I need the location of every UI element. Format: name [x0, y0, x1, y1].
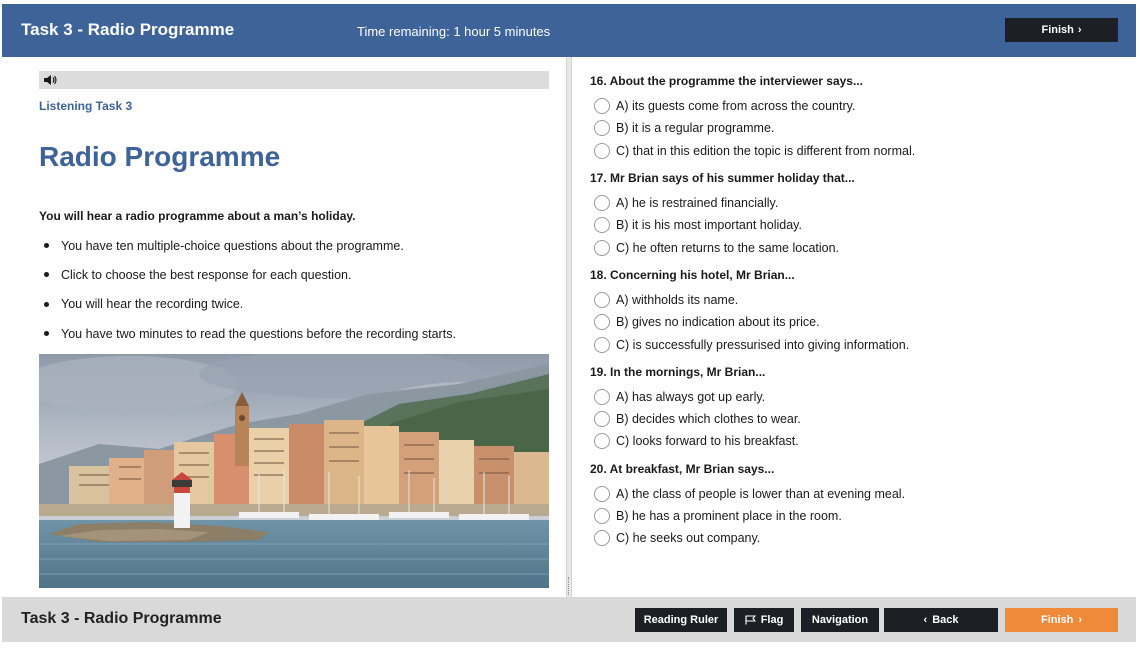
radio-button[interactable]: [594, 411, 610, 427]
question-title: 19. In the mornings, Mr Brian...: [590, 364, 766, 379]
footer-finish-label: Finish: [1040, 614, 1074, 626]
instructions-list: [39, 231, 456, 348]
question-title: 20. At breakfast, Mr Brian says...: [590, 461, 775, 476]
answer-option[interactable]: [590, 95, 1120, 117]
radio-button[interactable]: [594, 433, 610, 449]
page-title: Radio Programme: [39, 141, 281, 172]
radio-button[interactable]: [594, 240, 610, 256]
question-18: [590, 265, 1120, 356]
answer-option[interactable]: [590, 505, 1120, 527]
instruction-text: You will hear the recording twice.: [61, 297, 244, 312]
bullet-icon: [44, 272, 49, 277]
option-label: B) he has a prominent place in the room.: [616, 509, 842, 523]
instruction-text: You have ten multiple-choice questions about the programme.: [61, 238, 404, 253]
radio-button[interactable]: [594, 486, 610, 502]
flag-button[interactable]: [734, 608, 794, 632]
resize-grip-icon[interactable]: [568, 577, 570, 595]
answer-option[interactable]: [590, 408, 1120, 430]
answer-option[interactable]: [590, 333, 1120, 355]
right-pane[interactable]: [572, 57, 1136, 597]
radio-button[interactable]: [594, 217, 610, 233]
instruction-item: [39, 260, 456, 289]
option-label: B) gives no indication about its price.: [616, 315, 820, 330]
instruction-item: [39, 290, 456, 319]
flag-icon: [745, 615, 756, 625]
page-bottom-edge: [2, 642, 1136, 649]
header-finish-label: Finish: [1041, 24, 1074, 36]
radio-button[interactable]: [594, 120, 610, 136]
question-title: 17. Mr Brian says of his summer holiday that...: [590, 170, 855, 185]
instruction-text: You have two minutes to read the questions before the recording starts.: [61, 326, 456, 341]
chevron-right-icon: ›: [1078, 614, 1083, 626]
question-title: 18. Concerning his hotel, Mr Brian...: [590, 267, 795, 282]
option-label: A) he is restrained financially.: [616, 196, 779, 211]
top-header: [2, 4, 1136, 57]
answer-option[interactable]: [590, 192, 1120, 214]
answer-option[interactable]: [590, 527, 1120, 549]
radio-button[interactable]: [594, 98, 610, 114]
option-label: B) it is his most important holiday.: [616, 218, 802, 233]
questions-list: [590, 71, 1120, 555]
answer-option[interactable]: [590, 236, 1120, 258]
question-17: [590, 168, 1120, 259]
header-finish-button[interactable]: [1005, 18, 1118, 42]
reading-ruler-button[interactable]: [635, 608, 727, 632]
footer-finish-button[interactable]: [1005, 608, 1118, 632]
harbour-town-illustration: [39, 354, 549, 588]
time-remaining: Time remaining: 1 hour 5 minutes: [357, 24, 551, 39]
bullet-icon: [44, 331, 49, 336]
option-label: A) its guests come from across the country.: [616, 99, 856, 114]
instruction-item: [39, 231, 456, 260]
answer-option[interactable]: [590, 289, 1120, 311]
radio-button[interactable]: [594, 292, 610, 308]
option-label: C) that in this edition the topic is different from normal.: [616, 143, 916, 158]
option-label: C) is successfully pressurised into giving information.: [616, 337, 910, 352]
answer-option[interactable]: [590, 483, 1120, 505]
flag-label: Flag: [760, 614, 784, 626]
answer-option[interactable]: [590, 140, 1120, 162]
option-label: B) it is a regular programme.: [616, 121, 775, 136]
option-label: B) decides which clothes to wear.: [616, 412, 801, 427]
question-20: [590, 459, 1120, 550]
question-16: [590, 71, 1120, 162]
option-label: A) has always got up early.: [616, 389, 766, 404]
audio-player[interactable]: [39, 71, 549, 89]
back-button[interactable]: [884, 608, 998, 632]
bullet-icon: [44, 243, 49, 248]
header-title: Task 3 - Radio Programme: [21, 20, 235, 39]
option-label: C) looks forward to his breakfast.: [616, 434, 799, 449]
option-label: A) the class of people is lower than at evening meal.: [616, 486, 906, 501]
speaker-icon[interactable]: [43, 74, 57, 86]
answer-option[interactable]: [590, 386, 1120, 408]
task-label: Listening Task 3: [39, 99, 133, 113]
bottom-toolbar: [2, 597, 1136, 642]
bullet-icon: [44, 302, 49, 307]
radio-button[interactable]: [594, 314, 610, 330]
radio-button[interactable]: [594, 195, 610, 211]
option-label: C) he seeks out company.: [616, 531, 761, 546]
radio-button[interactable]: [594, 530, 610, 546]
chevron-left-icon: ‹: [923, 614, 928, 626]
footer-title: Task 3 - Radio Programme: [21, 610, 222, 627]
reading-ruler-label: Reading Ruler: [643, 614, 719, 626]
answer-option[interactable]: [590, 117, 1120, 139]
question-title: 16. About the programme the interviewer says...: [590, 74, 863, 88]
navigation-button[interactable]: [801, 608, 879, 632]
radio-button[interactable]: [594, 508, 610, 524]
harbour-town-photo: [39, 354, 549, 588]
left-pane[interactable]: [2, 57, 566, 597]
answer-option[interactable]: [590, 430, 1120, 452]
instructions-intro: You will hear a radio programme about a man’s holiday.: [39, 209, 356, 223]
navigation-label: Navigation: [811, 614, 869, 626]
radio-button[interactable]: [594, 389, 610, 405]
radio-button[interactable]: [594, 143, 610, 159]
radio-button[interactable]: [594, 337, 610, 353]
instruction-item: [39, 319, 456, 348]
chevron-right-icon: ›: [1077, 24, 1082, 36]
question-19: [590, 362, 1120, 453]
answer-option[interactable]: [590, 311, 1120, 333]
back-label: Back: [932, 614, 959, 626]
option-label: C) he often returns to the same location.: [616, 240, 840, 255]
option-label: A) withholds its name.: [616, 292, 739, 307]
instruction-text: Click to choose the best response for each question.: [61, 267, 352, 282]
answer-option[interactable]: [590, 214, 1120, 236]
